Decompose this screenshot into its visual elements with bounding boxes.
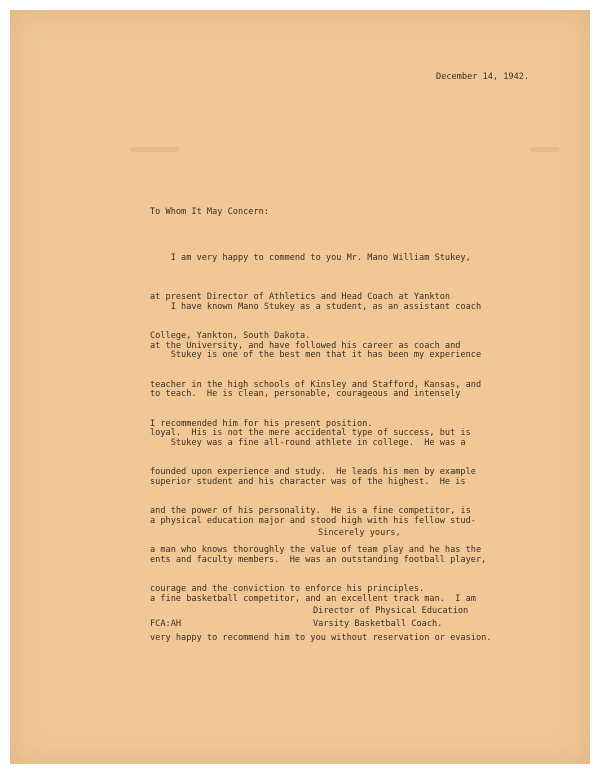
paragraph-line: very happy to recommend him to you without reservation or evasion. xyxy=(150,633,492,643)
letter-closing: Sincerely yours, xyxy=(318,528,401,538)
paragraph-line: founded upon experience and study. He leads his men by example xyxy=(150,467,476,477)
paragraph-line: courage and the conviction to enforce his principles. xyxy=(150,584,425,594)
paragraph-line: I am very happy to commend to you Mr. Mano William Stukey, xyxy=(150,253,471,263)
signature-title-line-1: Director of Physical Education xyxy=(313,606,469,616)
paragraph-line: teacher in the high schools of Kinsley and Stafford, Kansas, and xyxy=(150,380,482,390)
paragraph-line: Stukey was a fine all-round athlete in college. He was a xyxy=(150,438,466,448)
paragraph-line: loyal. His is not the mere accidental type of success, but is xyxy=(150,428,471,438)
letter-paragraph-4 xyxy=(150,411,491,671)
paragraph-line: at present Director of Athletics and Head Coach at Yankton xyxy=(150,292,451,302)
paragraph-line: a fine basketball competitor, and an excellent track man. I am xyxy=(150,594,476,604)
faint-bleed-through-mark xyxy=(530,147,560,152)
signature-title-line-2: Varsity Basketball Coach. xyxy=(313,619,443,629)
paragraph-line: a physical education major and stood high with his fellow stud- xyxy=(150,516,476,526)
paragraph-line: a man who knows thoroughly the value of team play and he has the xyxy=(150,545,482,555)
paragraph-line: College, Yankton, South Dakota. xyxy=(150,331,311,341)
paragraph-line: and the power of his personality. He is a fine competitor, is xyxy=(150,506,471,516)
paragraph-line: Stukey is one of the best men that it has been my experience xyxy=(150,350,482,360)
paragraph-line: I have known Mano Stukey as a student, as an assistant coach xyxy=(150,302,482,312)
paragraph-line: I recommended him for his present position. xyxy=(150,419,373,429)
letter-salutation: To Whom It May Concern: xyxy=(150,207,269,217)
typist-initials: FCA:AH xyxy=(150,619,182,629)
paragraph-line: at the University, and have followed his career as coach and xyxy=(150,341,461,351)
letter-date: December 14, 1942. xyxy=(436,72,530,82)
faint-bleed-through-mark xyxy=(130,147,180,152)
paragraph-line: superior student and his character was of the highest. He is xyxy=(150,477,466,487)
paragraph-line: to teach. He is clean, personable, courageous and intensely xyxy=(150,389,461,399)
paragraph-line: ents and faculty members. He was an outstanding football player, xyxy=(150,555,487,565)
